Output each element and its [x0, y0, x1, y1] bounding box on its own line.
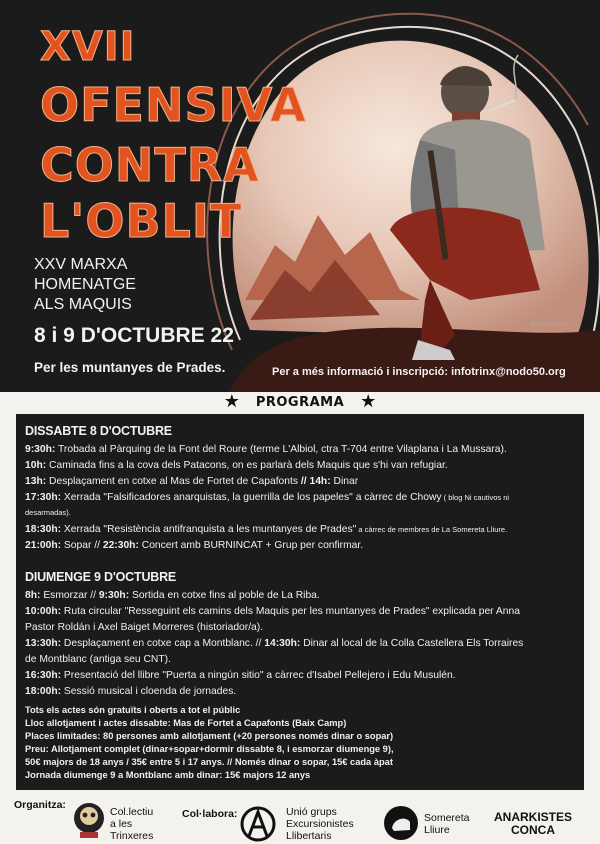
- event-location: Per les muntanyes de Prades.: [34, 360, 226, 375]
- schedule-item: 18:00h: Sessió musical i cloenda de jornades.: [25, 686, 237, 697]
- org2-name: Unió grups Excursionistes Llibertaris: [286, 806, 354, 842]
- note-line: Preu: Allotjament complet (dinar+sopar+dormir dissabte 8, i esmorzar diumenge 9),: [25, 744, 394, 754]
- skull-logo-icon: [72, 800, 106, 840]
- note-line: Tots els actes són gratuïts i oberts a tot el públic: [25, 705, 241, 715]
- schedule-item-continued: de Montblanc (antiga seu CNT).: [25, 654, 171, 665]
- note-line: 50€ majors de 18 anys / 35€ entre 5 i 17 anys. // Només dinar o sopar, 15€ cada àpat: [25, 757, 393, 767]
- artist-credit: @THIGCARA: [530, 322, 568, 328]
- schedule-item: 13h: Desplaçament en cotxe al Mas de Fortet de Capafonts // 14h: Dinar: [25, 476, 359, 487]
- subtitle-line: HOMENATGE: [34, 276, 136, 293]
- programa-label: PROGRAMA: [255, 394, 345, 410]
- day2-title: DIUMENGE 9 D'OCTUBRE: [25, 570, 177, 584]
- schedule-item-continued: Pastor Roldán i Axel Baiget Morreres (historiador/a).: [25, 622, 264, 633]
- anarchy-circle-logo-icon: [240, 806, 276, 842]
- programa-heading: [0, 392, 600, 412]
- day1-title: DISSABTE 8 D'OCTUBRE: [25, 424, 172, 438]
- schedule-item: 17:30h: Xerrada "Falsificadores anarquistas, la guerrilla de los papeles" a càrrec de Chowy ( blog Ni cautivos ni: [25, 492, 510, 503]
- title-line: OFENSIVA: [40, 78, 307, 132]
- colabora-label: Col·labora:: [182, 808, 238, 820]
- subtitle-line: XXV MARXA: [34, 256, 128, 273]
- organitza-label: Organitza:: [14, 799, 66, 811]
- org4-name: ANARKISTES CONCA: [494, 810, 573, 837]
- note-line: Jornada diumenge 9 a Montblanc amb dinar: 15€ majors 12 anys: [25, 770, 311, 780]
- note-line: Places limitades: 80 persones amb allotjament (+20 persones només dinar o sopar): [25, 731, 394, 741]
- org3-name: Somereta Lliure: [424, 812, 470, 836]
- schedule-item: 8h: Esmorzar // 9:30h: Sortida en cotxe fins al poble de La Riba.: [25, 590, 320, 601]
- schedule-item-continued: desarmadas).: [25, 508, 71, 517]
- schedule-item: 10:00h: Ruta circular "Resseguint els camins dels Maquis per les muntanyes de Prades" explicada per Anna: [25, 606, 520, 617]
- org1-name: Col.lectiu a les Trinxeres: [110, 806, 154, 842]
- star-icon: ★: [360, 391, 377, 412]
- poster-header: [0, 0, 600, 392]
- subtitle-line: ALS MAQUIS: [34, 296, 132, 313]
- contact-info: Per a més informació i inscripció: infotrinx@nodo50.org: [272, 366, 566, 378]
- schedule-item: 16:30h: Presentació del llibre "Puerta a ningún sitio" a càrrec d'Isabel Pellejero i Edu Musulén.: [25, 670, 456, 681]
- schedule-item: 13:30h: Desplaçament en cotxe cap a Montblanc. // 14:30h: Dinar al local de la Colla Castellera Els Torraires: [25, 638, 524, 649]
- note-line: Lloc allotjament i actes dissabte: Mas de Fortet a Capafonts (Baix Camp): [25, 718, 347, 728]
- title-line: CONTRA: [40, 138, 260, 192]
- somereta-logo-icon: [382, 804, 420, 842]
- schedule-item: 9:30h: Trobada al Pàrquing de la Font del Roure (terme L'Albiol, ctra T-704 entre Vilaplana i La Mussara).: [25, 444, 507, 455]
- schedule-item: 10h: Caminada fins a la cova dels Patacons, on es parlarà dels Maquis que s'hi van refugiar.: [25, 460, 448, 471]
- schedule-item: 18:30h: Xerrada "Resistència antifranquista a les muntanyes de Prades" a càrrec de membres de La Somereta Lliure.: [25, 524, 508, 535]
- star-icon: ★: [223, 391, 240, 412]
- edition-title: XVII: [40, 24, 136, 70]
- event-dates: 8 i 9 D'OCTUBRE 22: [34, 324, 234, 347]
- title-line: L'OBLIT: [40, 194, 243, 248]
- schedule-item: 21:00h: Sopar // 22:30h: Concert amb BURNINCAT + Grup per confirmar.: [25, 540, 364, 551]
